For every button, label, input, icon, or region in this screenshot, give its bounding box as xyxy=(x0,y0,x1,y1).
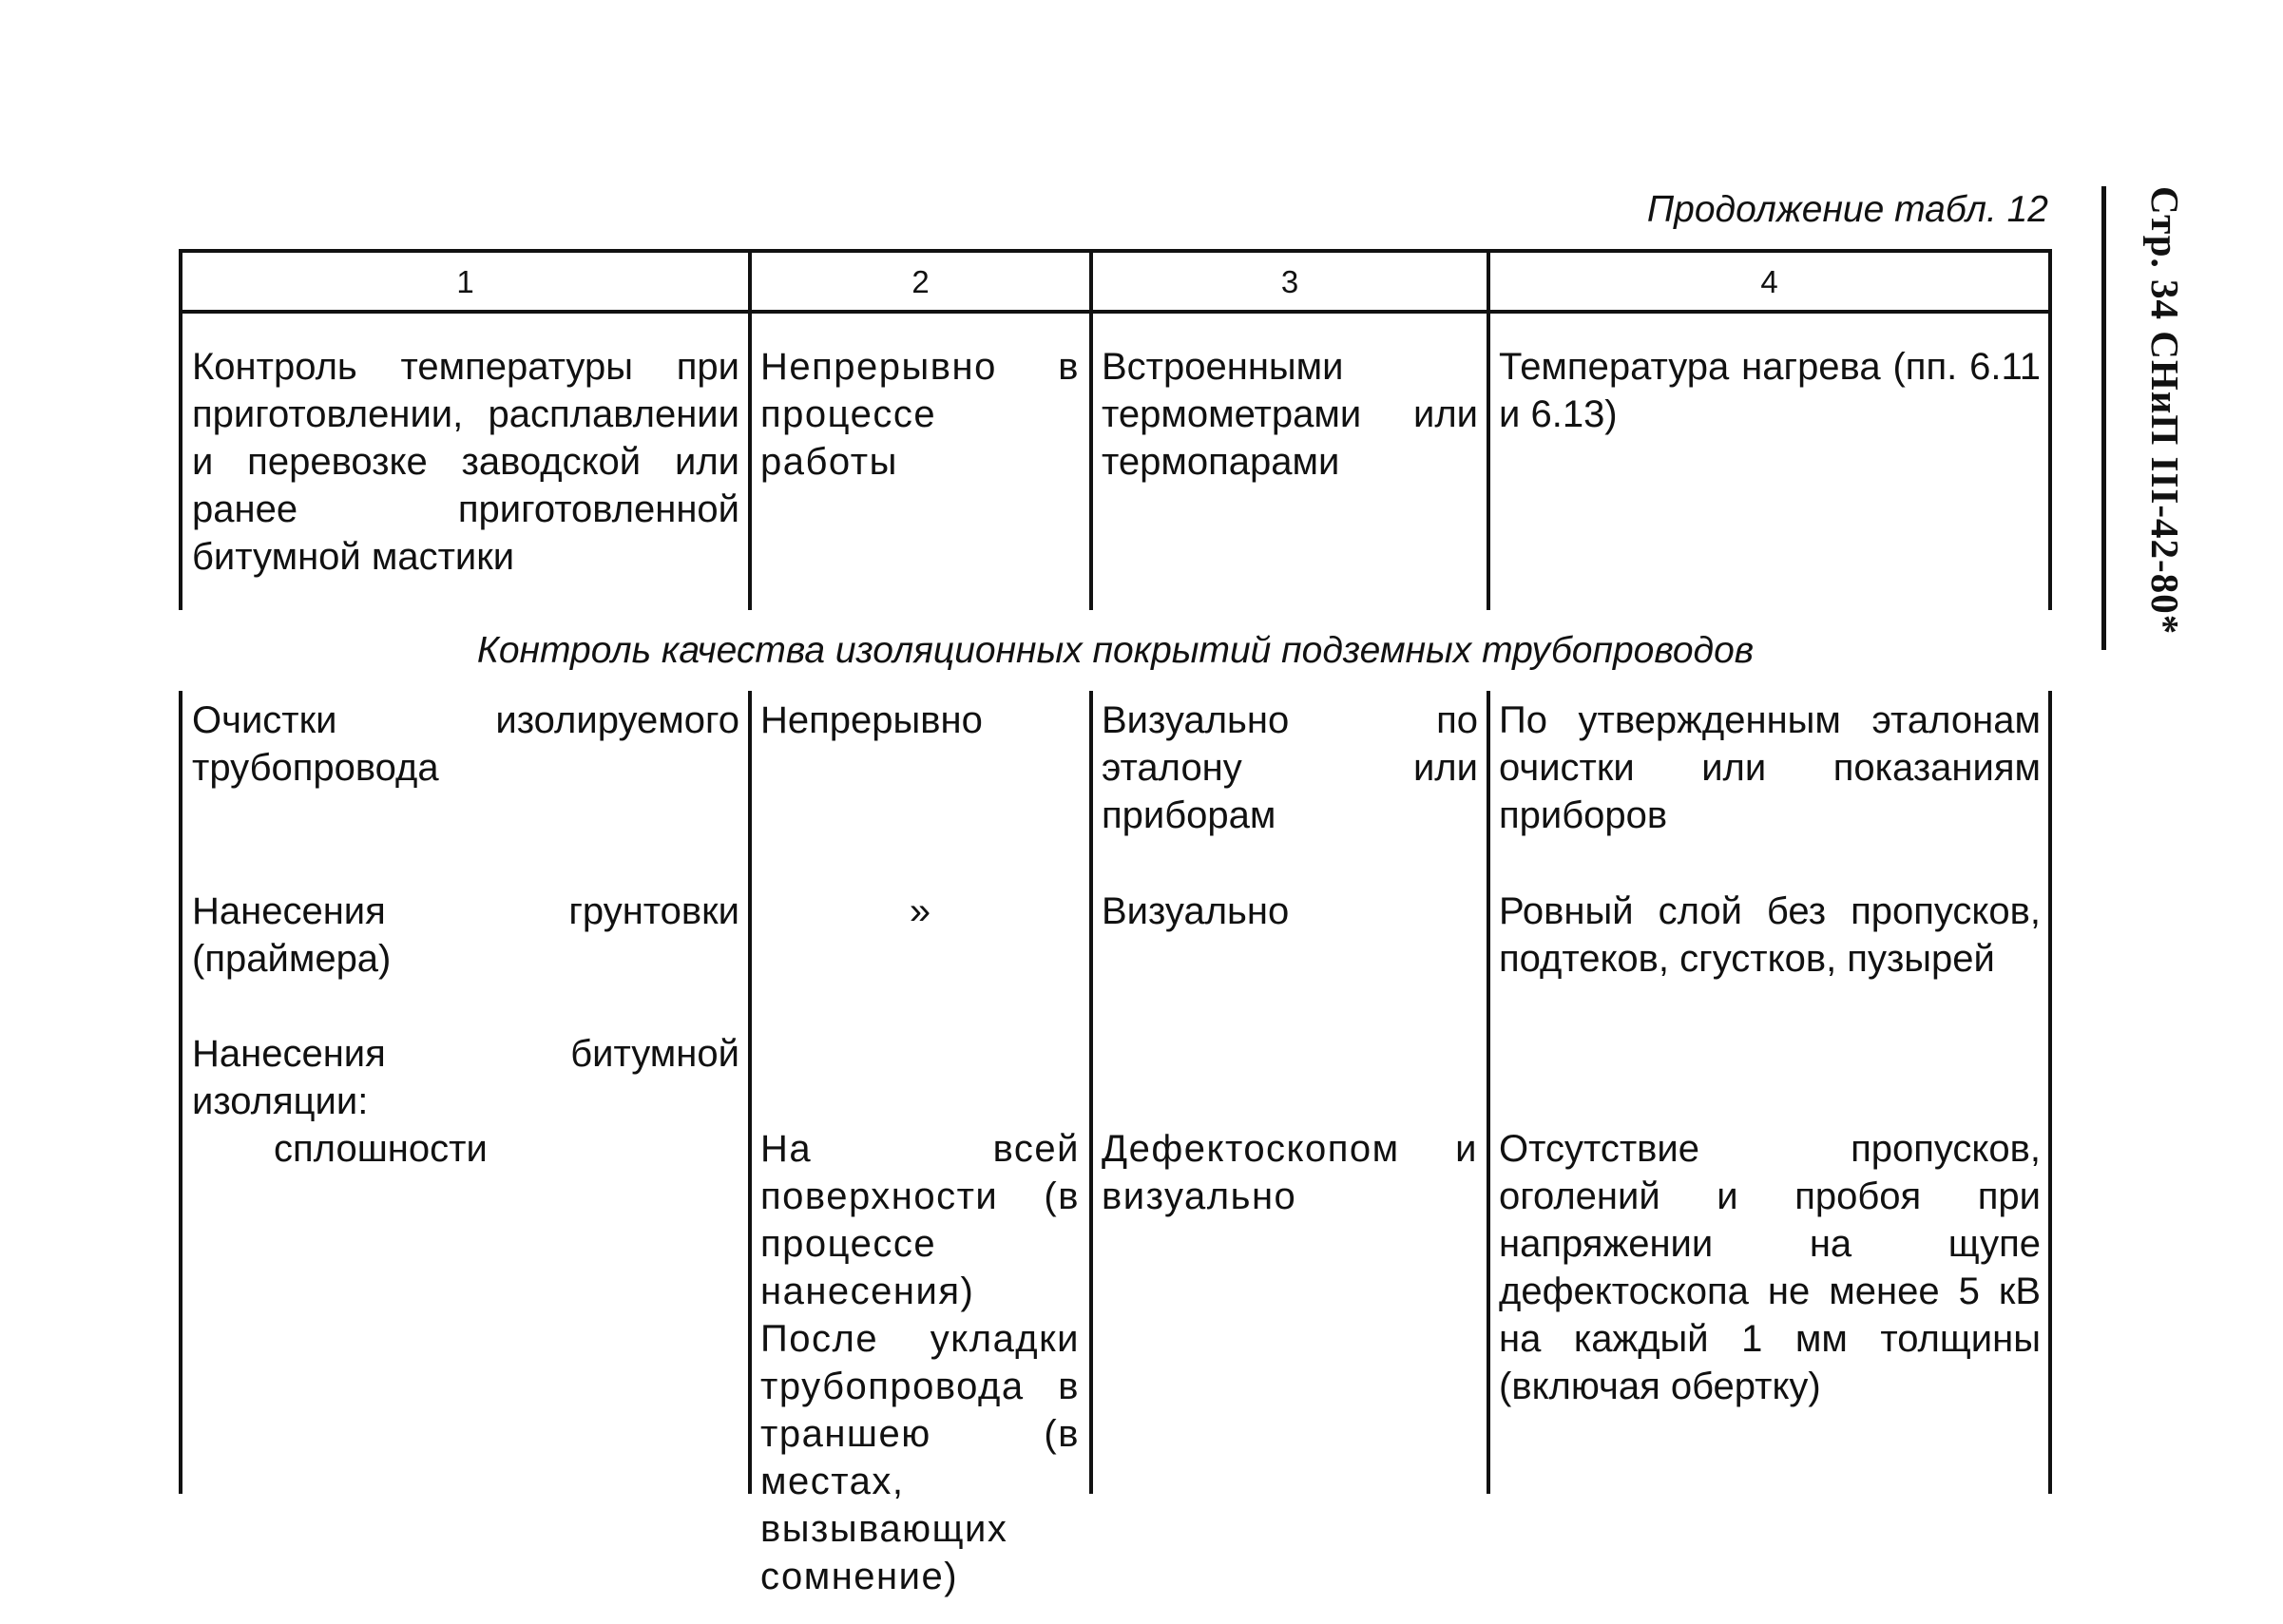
column-number-3: 3 xyxy=(1280,264,1299,299)
section-row-1-method: Визуально по эталону или приборам xyxy=(1102,699,1478,836)
section-row-1-frequency: Непрерывно xyxy=(760,699,983,741)
table-right-border xyxy=(2048,249,2052,610)
section-row-3-requirement: Отсутствие пропусков, оголений и пробоя при напряжении на щупе дефектоскопа не менее 5 кВ на каждый 1 мм толщины (включая обертку) xyxy=(1499,1128,2041,1407)
section-row-3-frequency: На всей поверхности (в процессе нанесения) После укладки трубопровода в траншею (в местах, вызывающих сомнение) xyxy=(760,1128,1080,1597)
section-row-1-control-item: Очистки изолируемого трубопровода xyxy=(192,699,739,789)
column-divider-2-lower xyxy=(1089,691,1093,1494)
table-left-border-lower xyxy=(179,691,182,1494)
column-divider-3-lower xyxy=(1487,691,1490,1494)
section-title: Контроль качества изоляционных покрытий подземных трубопроводов xyxy=(476,630,1755,671)
section-row-3-subitem: сплошности xyxy=(274,1128,488,1170)
section-row-2-method: Визуально xyxy=(1102,890,1290,932)
section-row-1-requirement: По утвержденным эталонам очистки или показаниям приборов xyxy=(1499,699,2041,836)
running-header-text: Стр. 34 СНиП III-42-80* xyxy=(2143,186,2187,636)
column-number-2: 2 xyxy=(911,264,930,299)
row-1-frequency: Непрерывно в процессе работы xyxy=(760,346,1080,483)
section-row-3-control-item: Нанесения битумной изоляции: xyxy=(192,1033,739,1122)
section-row-3-method: Дефектоскопом и визуально xyxy=(1102,1128,1478,1217)
column-number-4: 4 xyxy=(1760,264,1778,299)
table-right-border-lower xyxy=(2048,691,2052,1494)
row-1-control-item: Контроль температуры при приготовлении, расплавлении и перевозке заводской или ранее приготовленной битумной мастики xyxy=(192,346,739,578)
section-row-2-frequency: » xyxy=(909,890,931,932)
row-1-method: Встроенными термометрами или термопарами xyxy=(1102,346,1478,483)
running-header xyxy=(2137,186,2194,699)
margin-rule xyxy=(2101,186,2106,650)
row-1-requirement: Температура нагрева (пп. 6.11 и 6.13) xyxy=(1499,346,2041,435)
column-divider-1-lower xyxy=(748,691,752,1494)
section-row-2-control-item: Нанесения грунтовки (праймера) xyxy=(192,890,739,980)
column-number-1: 1 xyxy=(456,264,474,299)
section-row-2-requirement: Ровный слой без пропусков, подтеков, сгустков, пузырей xyxy=(1499,890,2041,980)
table-caption: Продолжение табл. 12 xyxy=(1646,189,2048,230)
